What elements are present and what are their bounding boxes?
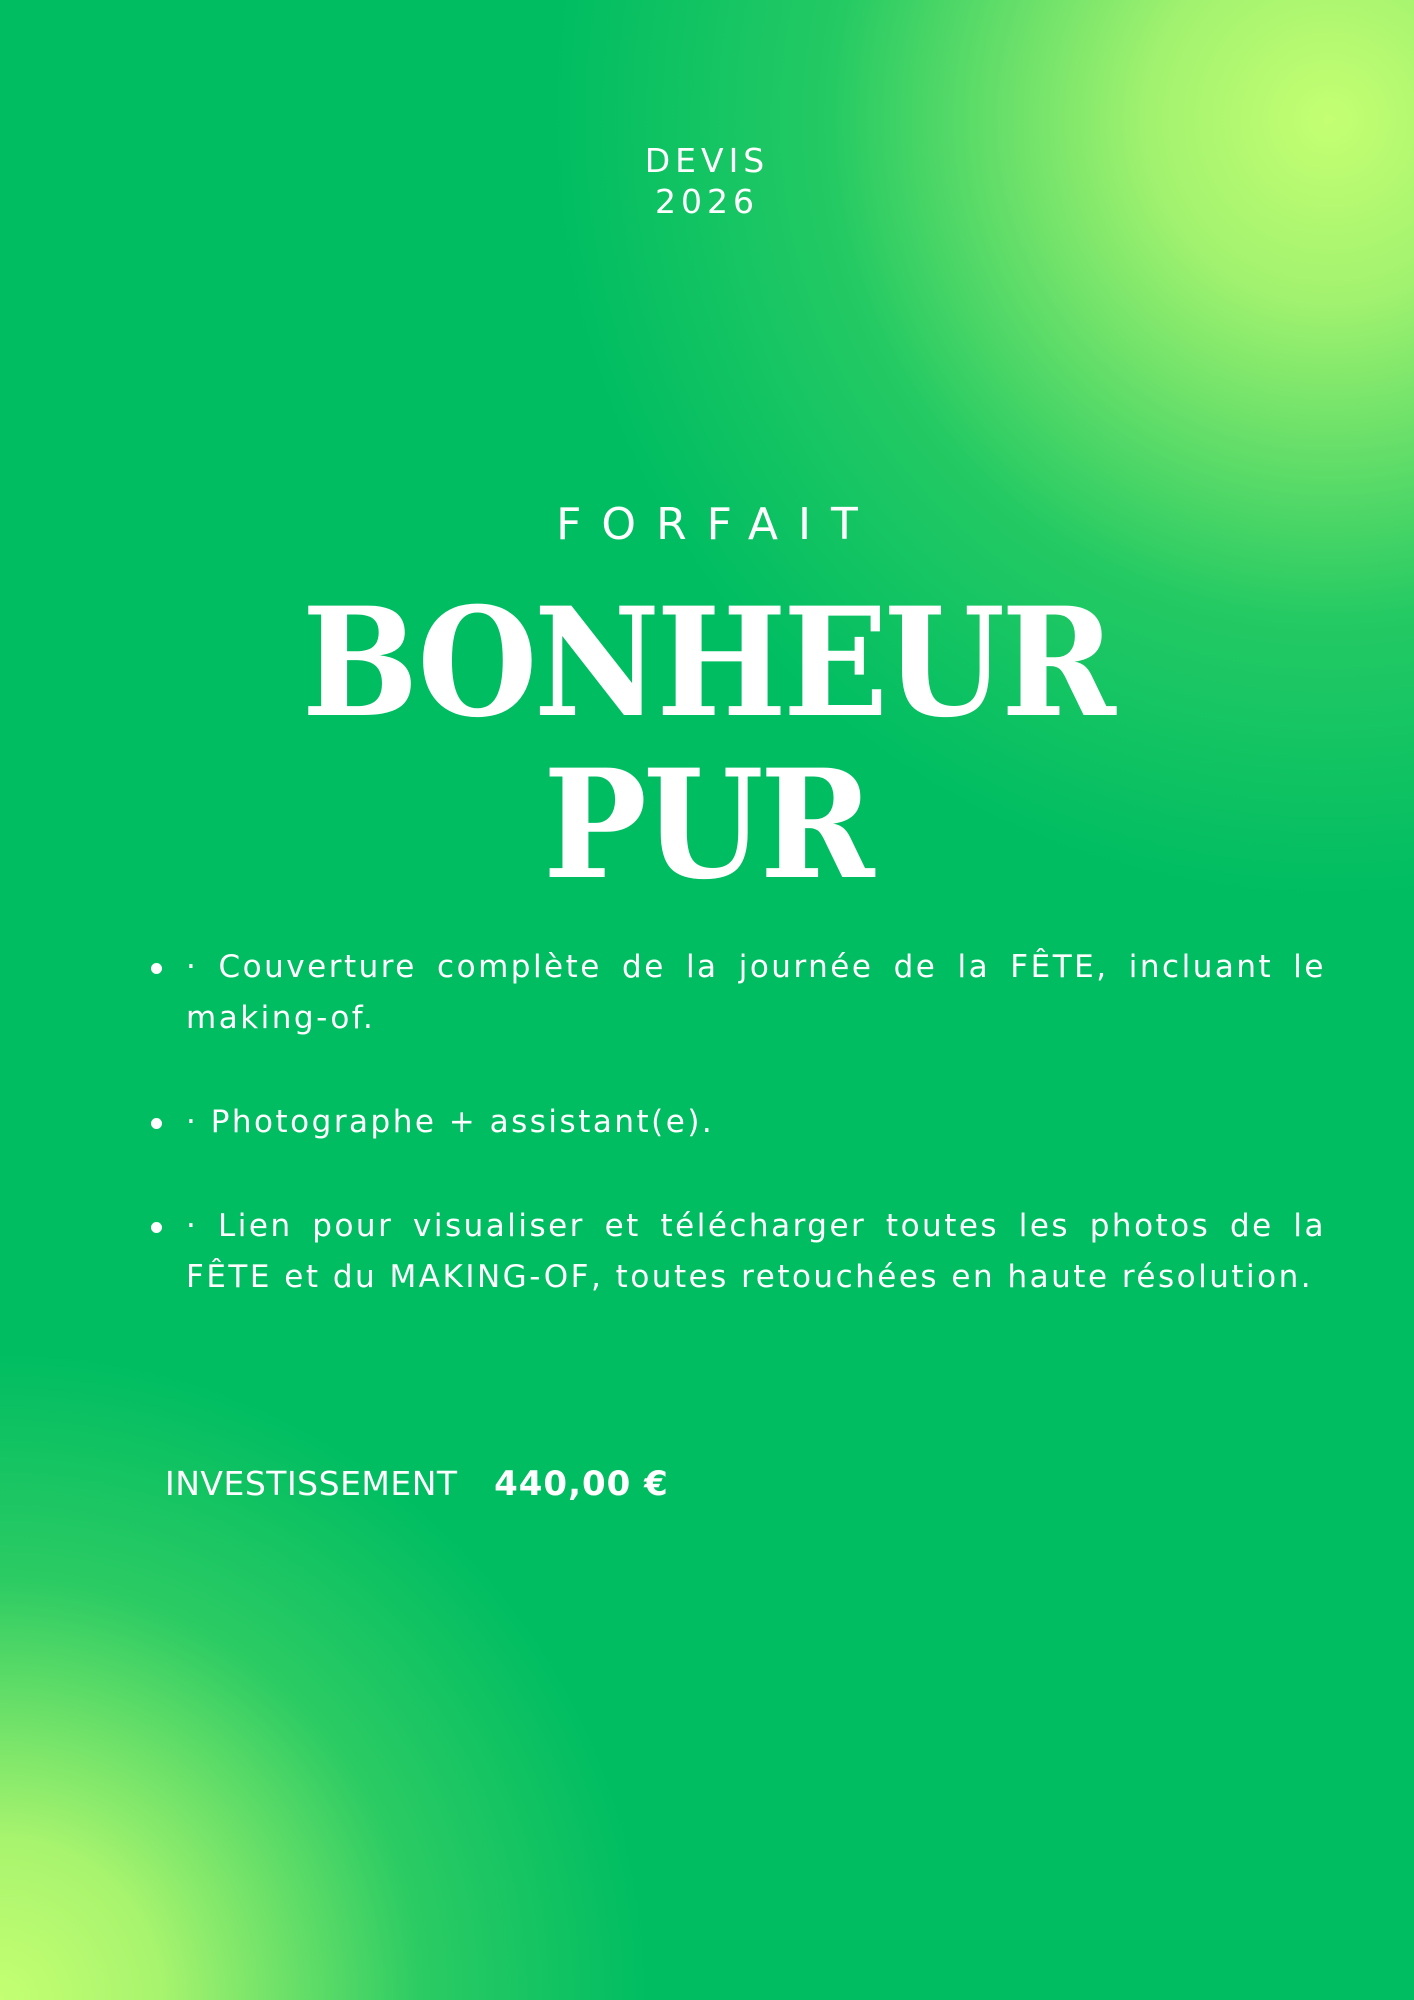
package-title-line2: PUR — [543, 737, 871, 913]
bullet-icon — [151, 963, 162, 974]
package-title-line1: BONHEUR — [301, 575, 1113, 751]
bullet-icon — [151, 1118, 162, 1129]
list-item-text: · Photographe + assistant(e). — [186, 1104, 715, 1140]
price-row — [165, 1462, 669, 1506]
quote-label: DEVIS — [644, 141, 770, 180]
package-title — [57, 575, 1358, 913]
list-item — [186, 942, 1326, 1044]
package-subtitle: FORFAIT — [556, 499, 878, 550]
quote-header — [0, 140, 1414, 222]
list-item — [186, 1201, 1326, 1303]
list-item-text: · Lien pour visualiser et télécharger toutes les photos de la FÊTE et du MAKING-OF, toutes retouchées en haute résolution. — [186, 1208, 1326, 1295]
quote-year: 2026 — [655, 182, 759, 221]
package-features-list — [146, 942, 1326, 1356]
list-item-text: · Couverture complète de la journée de la FÊTE, incluant le making-of. — [186, 949, 1326, 1036]
bullet-icon — [151, 1222, 162, 1233]
price-amount: 440,00 € — [494, 1464, 669, 1504]
price-label: INVESTISSEMENT — [165, 1464, 458, 1503]
list-item — [186, 1097, 1326, 1148]
